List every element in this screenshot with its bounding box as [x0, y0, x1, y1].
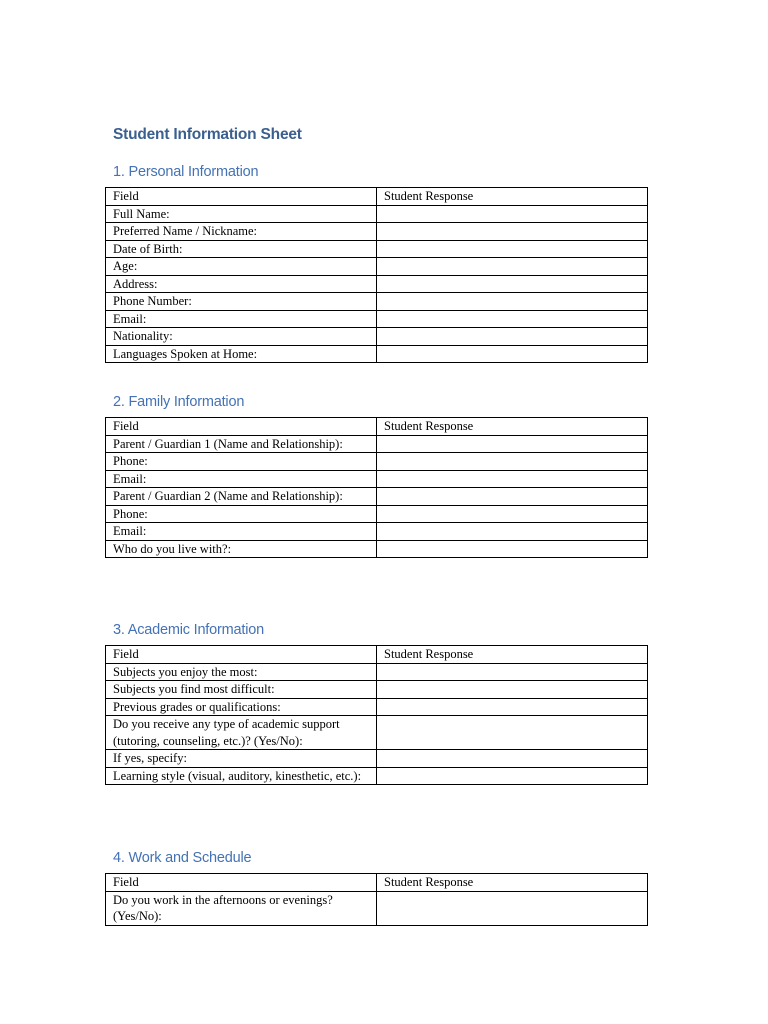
- response-column-header: Student Response: [377, 418, 648, 436]
- table-row: [106, 663, 648, 681]
- section-heading: 4. Work and Schedule: [113, 850, 252, 866]
- response-cell[interactable]: [377, 310, 648, 328]
- field-label: Email:: [106, 470, 377, 488]
- academic-information-table: [105, 645, 648, 785]
- response-cell[interactable]: [377, 275, 648, 293]
- field-column-header: Field: [106, 418, 377, 436]
- field-label: Preferred Name / Nickname:: [106, 223, 377, 241]
- table-row: [106, 540, 648, 558]
- field-label: If yes, specify:: [106, 750, 377, 768]
- table-header-row: [106, 188, 648, 206]
- response-column-header: Student Response: [377, 874, 648, 892]
- field-label: Full Name:: [106, 205, 377, 223]
- table-row: [106, 767, 648, 785]
- table-row: [106, 328, 648, 346]
- table-row: [106, 345, 648, 363]
- field-label: Date of Birth:: [106, 240, 377, 258]
- table-header-row: [106, 646, 648, 664]
- response-cell[interactable]: [377, 505, 648, 523]
- response-cell[interactable]: [377, 470, 648, 488]
- table-row: [106, 523, 648, 541]
- table-row: [106, 750, 648, 768]
- response-cell[interactable]: [377, 698, 648, 716]
- section-heading: 2. Family Information: [113, 394, 245, 410]
- field-label: Age:: [106, 258, 377, 276]
- table-row: [106, 681, 648, 699]
- page-title: Student Information Sheet: [113, 126, 302, 143]
- response-cell[interactable]: [377, 523, 648, 541]
- table-row: [106, 258, 648, 276]
- response-cell[interactable]: [377, 663, 648, 681]
- field-label: Phone Number:: [106, 293, 377, 311]
- response-cell[interactable]: [377, 540, 648, 558]
- table-header-row: [106, 874, 648, 892]
- response-cell[interactable]: [377, 488, 648, 506]
- table-row: [106, 205, 648, 223]
- response-cell[interactable]: [377, 293, 648, 311]
- field-label: Parent / Guardian 2 (Name and Relationship):: [106, 488, 377, 506]
- section-heading: 3. Academic Information: [113, 622, 264, 638]
- response-cell[interactable]: [377, 681, 648, 699]
- table-row: [106, 453, 648, 471]
- table-row: [106, 310, 648, 328]
- table-row: [106, 891, 648, 925]
- table-row: [106, 470, 648, 488]
- response-cell[interactable]: [377, 258, 648, 276]
- table-row: [106, 698, 648, 716]
- table-row: [106, 505, 648, 523]
- table-row: [106, 435, 648, 453]
- response-cell[interactable]: [377, 750, 648, 768]
- family-information-table: [105, 417, 648, 558]
- response-cell[interactable]: [377, 328, 648, 346]
- response-cell[interactable]: [377, 223, 648, 241]
- response-cell[interactable]: [377, 716, 648, 750]
- field-label: Subjects you find most difficult:: [106, 681, 377, 699]
- field-column-header: Field: [106, 646, 377, 664]
- response-column-header: Student Response: [377, 646, 648, 664]
- table-row: [106, 716, 648, 750]
- field-label: Email:: [106, 523, 377, 541]
- field-label: Email:: [106, 310, 377, 328]
- response-cell[interactable]: [377, 345, 648, 363]
- response-cell[interactable]: [377, 767, 648, 785]
- field-label: Who do you live with?:: [106, 540, 377, 558]
- section-personal-information: [105, 163, 649, 363]
- field-label: Phone:: [106, 505, 377, 523]
- field-label: Subjects you enjoy the most:: [106, 663, 377, 681]
- table-row: [106, 223, 648, 241]
- response-cell[interactable]: [377, 205, 648, 223]
- response-cell[interactable]: [377, 240, 648, 258]
- response-cell[interactable]: [377, 453, 648, 471]
- field-label: Address:: [106, 275, 377, 293]
- field-label: Do you work in the afternoons or evenings? (Yes/No):: [106, 891, 377, 925]
- table-row: [106, 488, 648, 506]
- field-label: Phone:: [106, 453, 377, 471]
- field-label: Parent / Guardian 1 (Name and Relationship):: [106, 435, 377, 453]
- field-column-header: Field: [106, 874, 377, 892]
- table-row: [106, 293, 648, 311]
- field-label: Languages Spoken at Home:: [106, 345, 377, 363]
- response-column-header: Student Response: [377, 188, 648, 206]
- personal-information-table: [105, 187, 648, 363]
- field-label: Learning style (visual, auditory, kinesthetic, etc.):: [106, 767, 377, 785]
- table-row: [106, 240, 648, 258]
- field-label: Previous grades or qualifications:: [106, 698, 377, 716]
- field-label: Nationality:: [106, 328, 377, 346]
- table-header-row: [106, 418, 648, 436]
- work-schedule-table: [105, 873, 648, 926]
- section-work-and-schedule: [105, 849, 649, 926]
- response-cell[interactable]: [377, 891, 648, 925]
- section-heading: 1. Personal Information: [113, 164, 259, 180]
- table-row: [106, 275, 648, 293]
- section-academic-information: [105, 621, 649, 785]
- section-family-information: [105, 393, 649, 558]
- field-column-header: Field: [106, 188, 377, 206]
- field-label: Do you receive any type of academic support (tutoring, counseling, etc.)? (Yes/No):: [106, 716, 377, 750]
- response-cell[interactable]: [377, 435, 648, 453]
